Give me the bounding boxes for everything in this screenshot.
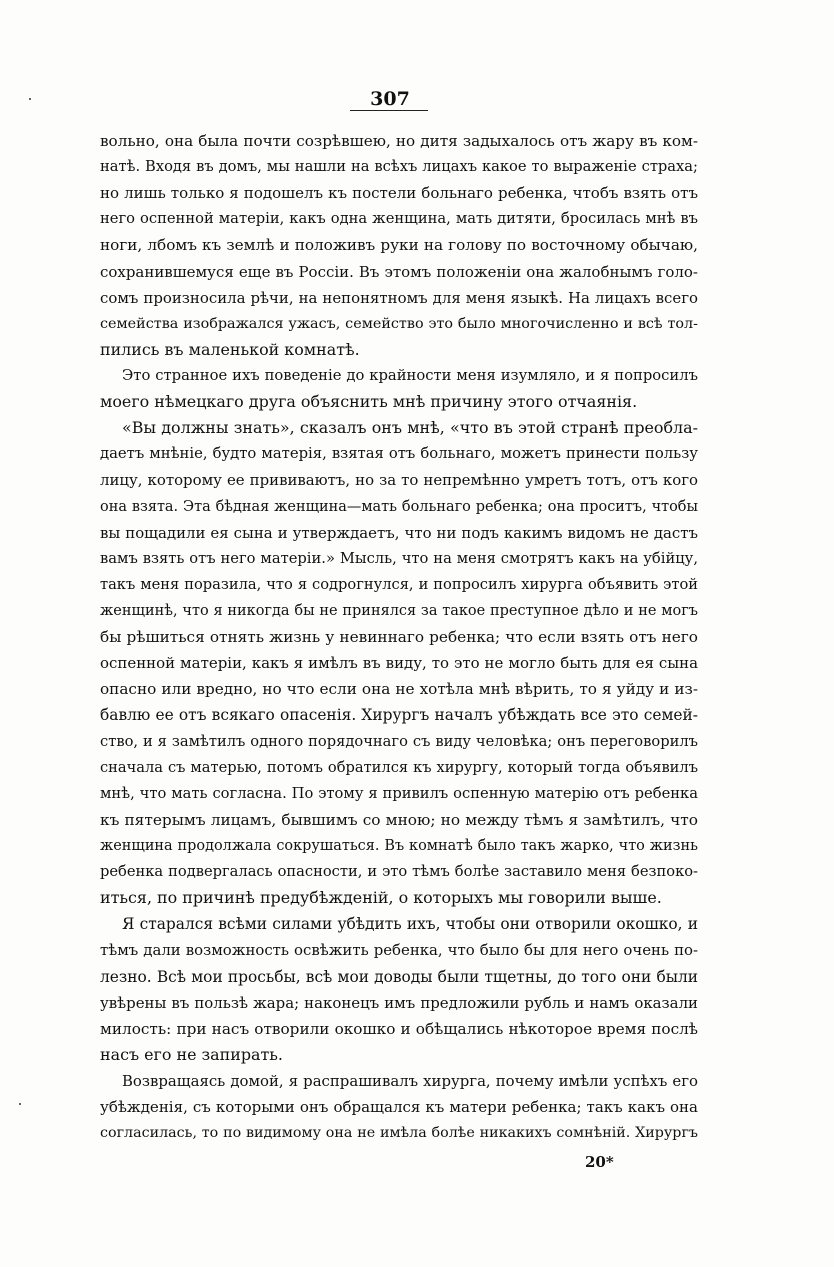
- text-line: бы рѣшиться отнять жизнь у невиннаго ребенка; что если взять отъ него: [100, 628, 698, 647]
- text-line: семейства изображался ужасъ, семейство это было многочисленно и всѣ тол-: [100, 315, 698, 332]
- text-line: «Вы должны знать», сказалъ онъ мнѣ, «что въ этой странѣ преобла-: [122, 418, 698, 438]
- text-body: [100, 128, 698, 1146]
- ink-speck: [29, 98, 31, 100]
- text-line: мнѣ, что мать согласна. По этому я привилъ оспенную матерію отъ ребенка: [100, 784, 698, 802]
- text-line: вы пощадили ея сына и утверждаетъ, что ни подъ какимъ видомъ не дастъ: [100, 523, 698, 542]
- text-line: Я старался всѣми силами убѣдить ихъ, чтобы они отворили окошко, и: [122, 915, 698, 934]
- text-line: сначала съ матерью, потомъ обратился къ хирургу, который тогда объявилъ: [100, 758, 698, 776]
- signature-mark: 20*: [585, 1153, 614, 1171]
- paragraph: [100, 911, 698, 1068]
- text-line: ребенка подвергалась опасности, и это тѣмъ болѣе заставило меня безпоко-: [100, 863, 698, 881]
- text-line: оспенной матеріи, какъ я имѣлъ въ виду, то это не могло быть для ея сына: [100, 654, 698, 673]
- text-line: къ пятерымъ лицамъ, бывшимъ со мною; но между тѣмъ я замѣтилъ, что: [100, 810, 698, 829]
- text-line: лицу, которому ее прививаютъ, но за то непремѣнно умретъ тотъ, отъ кого: [100, 471, 698, 490]
- text-line: ство, и я замѣтилъ одного порядочнаго съ виду человѣка; онъ переговорилъ: [100, 732, 698, 750]
- page-number-rule: [350, 110, 428, 111]
- text-line: опасно или вредно, но что если она не хотѣла мнѣ вѣрить, то я уйду и из-: [100, 680, 698, 699]
- text-line: она взята. Эта бѣдная женщина—мать больнаго ребенка; она проситъ, чтобы: [100, 498, 698, 515]
- text-line: согласилась, то по видимому она не имѣла болѣе никакихъ сомнѣній. Хирургъ: [100, 1125, 698, 1142]
- text-line: моего нѣмецкаго друга объяснить мнѣ причину этого отчаянія.: [100, 392, 638, 412]
- text-line: лезно. Всѣ мои просьбы, всѣ мои доводы были тщетны, до того они были: [100, 967, 698, 986]
- text-line: пились въ маленькой комнатѣ.: [100, 339, 360, 359]
- text-line: увѣрены въ пользѣ жара; наконецъ имъ предложили рубль и намъ оказали: [100, 993, 698, 1012]
- text-line: сомъ произносила рѣчи, на непонятномъ для меня языкѣ. На лицахъ всего: [100, 288, 698, 307]
- paragraph: [100, 363, 698, 415]
- text-line: убѣжденія, съ которыми онъ обращался къ матери ребенка; такъ какъ она: [100, 1098, 698, 1117]
- text-line: милость: при насъ отворили окошко и обѣщались нѣкоторое время послѣ: [100, 1019, 698, 1038]
- text-line: натѣ. Входя въ домъ, мы нашли на всѣхъ лицахъ какое то выраженіе страха;: [100, 158, 698, 176]
- ink-speck: [19, 1103, 21, 1105]
- text-line: сохранившемуся еще въ Россіи. Въ этомъ положеніи она жалобнымъ голо-: [100, 262, 698, 281]
- text-line: Возвращаясь домой, я распрашивалъ хирурга, почему имѣли успѣхъ его: [122, 1071, 698, 1090]
- text-line: вольно, она была почти созрѣвшею, но дитя задыхалось отъ жару въ ком-: [100, 132, 698, 150]
- paragraph: [100, 128, 698, 363]
- text-line: иться, по причинѣ предубѣжденій, о которыхъ мы говорили выше.: [100, 888, 662, 908]
- text-line: такъ меня поразила, что я содрогнулся, и попросилъ хирурга объявить этой: [100, 575, 698, 593]
- paragraph: [100, 1068, 698, 1146]
- text-line: даетъ мнѣніе, будто матерія, взятая отъ больнаго, можетъ принести пользу: [100, 445, 698, 463]
- text-line: него оспенной матеріи, какъ одна женщина, мать дитяти, бросилась мнѣ въ: [100, 210, 698, 228]
- text-line: но лишь только я подошелъ къ постели больнаго ребенка, чтобъ взять отъ: [100, 184, 698, 203]
- text-line: ноги, лбомъ къ землѣ и положивъ руки на голову по восточному обычаю,: [100, 236, 698, 255]
- paragraph: [100, 415, 698, 911]
- text-line: женщинѣ, что я никогда бы не принялся за такое преступное дѣло и не могъ: [100, 602, 698, 619]
- text-line: насъ его не запирать.: [100, 1044, 283, 1064]
- text-line: вамъ взять отъ него матеріи.» Мысль, что на меня смотрятъ какъ на убійцу,: [100, 549, 698, 567]
- page-number: 307: [370, 88, 410, 110]
- text-line: тѣмъ дали возможность освѣжить ребенка, что было бы для него очень по-: [100, 941, 698, 960]
- text-line: бавлю ее отъ всякаго опасенія. Хирургъ началъ убѣждать все это семей-: [100, 706, 698, 725]
- text-line: женщина продолжала сокрушаться. Въ комнатѣ было такъ жарко, что жизнь: [100, 837, 698, 854]
- text-line: Это странное ихъ поведеніе до крайности меня изумляло, и я попросилъ: [122, 366, 698, 384]
